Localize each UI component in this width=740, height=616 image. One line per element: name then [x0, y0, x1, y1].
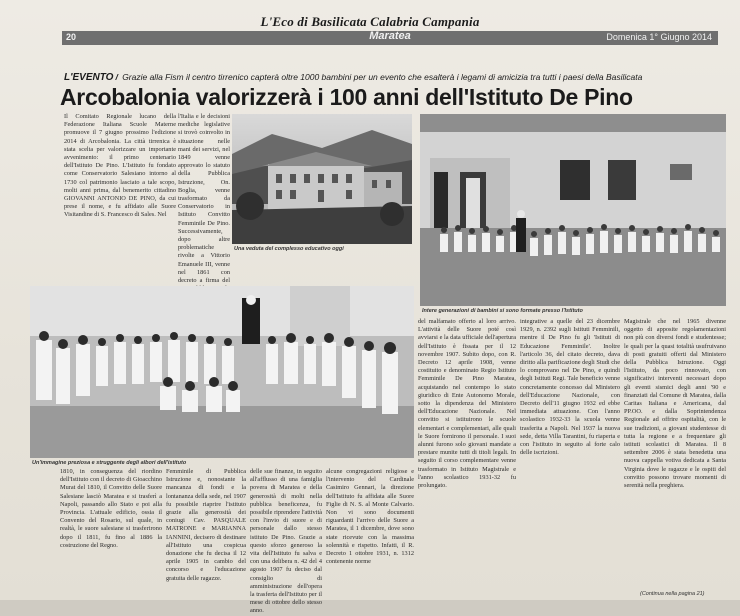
column-text: l'Italia e le decisioni mediche legislative si trovò coinvolto in situazione nelle mani dei servizi, nel 1849 venne approvato lo statuto della Pubblica Istruzione, On. Boglia, venne trasformato da Conservatorio in Istituto Convitto Femminile De Pino. Successivamente, dopo altre problematiche rivolte a Vittorio Emanuele III, venne nel 1861 con decreto a firma del: [178, 113, 230, 285]
section-bar: [62, 31, 718, 45]
article-kicker: L'EVENTO: [64, 72, 114, 83]
article-column: [520, 318, 620, 600]
children-nun-photo: [30, 286, 414, 458]
column-text: 1810, in conseguenza del riordino dell'Istituto con il decreto di Gioacchino Murat del 1810, il Convitto delle Suore Salesiane lasciò Maratea e si trasferì a Napoli, passando allo Stato e poi alla Provincia. L'attuale edificio, ossia il Convento del Rosario, sul quale, in realtà, le suore salesiane si trasferirono dopo il 1811, fu fino al 1886 la costruzione del Regno.: [60, 468, 162, 549]
column-text: delle sue finanze, in seguito all'afflusso di una famiglia povera di Maratea e della generosità di molti nella pubblica beneficenza, fu possibile riprendere l'attività con l'invio di suore e di personale dallo stesso istituto De Pino. Grazie a questo sforzo generoso la vita dell'Istituto fu salva e con una delibera n. 42 del 4 agosto 1907 fu deciso dal consiglio di amministrazione dell'opera la trasferta dell'Istituto per il mese di ottobre dello stesso anno.: [250, 468, 322, 615]
article-column: [64, 113, 176, 281]
newspaper-masthead: L'Eco di Basilicata Calabria Campania: [260, 14, 480, 29]
column-text: Magistrale che nel 1965 divenne oggetto di apposite regolamentazioni non più con diversi fondi e studentesse; le quali per la quasi totalità usufruivano di posti gratuiti offerti dal Ministero della Pubblica Istruzione. Oggi l'Istituto, da poco rinnovato, con significativi interventi necessari dopo gli eventi sismici degli anni '90 e finanziati dal Comune di Maratea, dalla Caritas Italiana e Americana, dal PP.OO. e dalla Soprintendenza Regionale ad offrire ospitalità, con le sue tradizioni, a giovani studentesse di tutta la regione e a frequentare gli istituti scolastici di Maratea. Il 8 settembre 2006 è stata benedetta una nuova cappella votiva dedicata a Santa Virginia dove le ragazze e le ospiti del convitto possono trovare momenti di serenità nella preghiera.: [624, 318, 726, 490]
building-photo-icon: [232, 114, 412, 244]
photo-caption: Un'immagine preziosa e struggente degli albori dell'istituto: [32, 460, 187, 466]
column-text: Il Comitato Regionale lucano della Federazione Italiana Scuole Materne promuove il 7 giugno prossimo l'edizione 2014 di Arcobalonia. La città tirrenica è stata scelta per valorizzare un importante avvenimento: il primo centenario dell'Istituto De Pino. L'Istituto fu fondato come Conservatorio Salesiano intorno al 1730 col patrimonio lasciato a tale scopo, molti anni prima, dal benemerito cittadino GIOVANNI ANTONIO DE PINO, da cui prese il nome, e fu affidato alle Suore Visitandine di S. Francesco di Sales. Nel: [64, 113, 176, 219]
page-number: 20: [66, 32, 77, 42]
column-text: alcune congregazioni religiose e l'intervento del Cardinale Casimiro Gennari, la direzione dell'Istituto fu affidata alle Suore Figlie di N. S. al Monte Calvario. Non vi sono documenti riguardanti l'arrivo delle Suore a Maratea, il 1 dicembre, dove sono state ricevute con la massima solennità e rispetto. Infatti, il R. Decreto 1 ottobre 1931, n. 1312 contenente norme: [326, 468, 414, 566]
article-headline: Arcobalonia valorizzerà i 100 anni dell'Istituto De Pino: [60, 84, 633, 110]
issue-date: Domenica 1° Giugno 2014: [606, 32, 712, 42]
continuation-note: (Continua nella pagina 21): [640, 591, 705, 597]
column-text: integrative a quelle del 23 dicembre 1929, n. 2392 sugli Istituti Femminili, mentre il De Pino fu gli 'Istituti di Educazione Femminile'. Inoltre l'articolo 36, del citato decreto, dava diritto alla parificazione degli Studi che lo comprovano nel De Pino, e quindi degli Istituti Regi. Tale beneficio venne concretamente concesso dal Ministero dell'Educazione Nazionale, con Decreto dell'11 giugno 1932 ed ebbe immediata attuazione. Con l'anno scolastico 1932-33 la scuola venne trasferita a Napoli. Nel 1937 la nuova sede, detta Villa Tarantini, fu riaperta e con l'istituto in seguito al forte calo delle iscrizioni.: [520, 318, 620, 457]
article-column: [60, 468, 162, 600]
article-kicker-line: [64, 72, 724, 83]
article-column: [250, 468, 322, 615]
article-subtitle: Grazie alla Fism il centro tirrenico capterà oltre 1000 bambini per un evento che esalterà i legami di amicizia tra tutti i paesi della Basilicata: [122, 72, 643, 82]
section-title: Maratea: [369, 30, 411, 42]
article-column: [624, 318, 726, 590]
column-text: Femminile di Pubblica Istruzione e, nonostante la mancanza di fondi e la lontananza della sede, nel 1907 fu possibile riaprire l'istituto grazie alla generosità dei coniugi Cav. PASQUALE MATRONE e MARIANNA IANNINI, decisero di destinare all'Istituto una cospicua donazione che fu decisa il 12 aprile 1905 in cambio del concorso e l'educazione gratuita delle ragazze.: [166, 468, 246, 582]
column-text: del malfamato offerto al loro arrivo. L'attività delle Suore poté così avviarsi e la data ufficiale dell'apertura dell'Istituto è fissata per il 12 novembre 1907. Subito dopo, con R. Decreto 12 aprile 1908, venne costituito e denominato Regio Istituto Femminile De Pino Maratea, acquistando nel contempo lo stato giuridico di Ente Autonomo Morale, sotto la dipendenza del Ministero dell'Educazione Nazionale. Nel convitto si istituirono le scuole elementari e complementari, alle quali le Suore fornirono il personale. I suoi alunni furono solo giovani mandate a prestare munite tutti di titoli legali. In seguito il corso complementare venne trasformato in Istituto Magistrale e l'anno scolastico 1931-32 fu prolungato.: [418, 318, 516, 490]
photo-caption: Una veduta del complesso educativo oggi: [234, 246, 344, 252]
article-column: [326, 468, 414, 600]
article-column: [166, 468, 246, 600]
building-photo: [232, 114, 412, 244]
children-group-photo-icon: [420, 114, 726, 306]
article-column: [178, 113, 230, 285]
article-kicker-separator: /: [115, 72, 118, 82]
photo-caption: Intere generazioni di bambini si sono formate presso l'Istituto: [422, 308, 583, 314]
children-group-photo: [420, 114, 726, 306]
children-nun-photo-icon: [30, 286, 414, 458]
article-column: [418, 318, 516, 600]
